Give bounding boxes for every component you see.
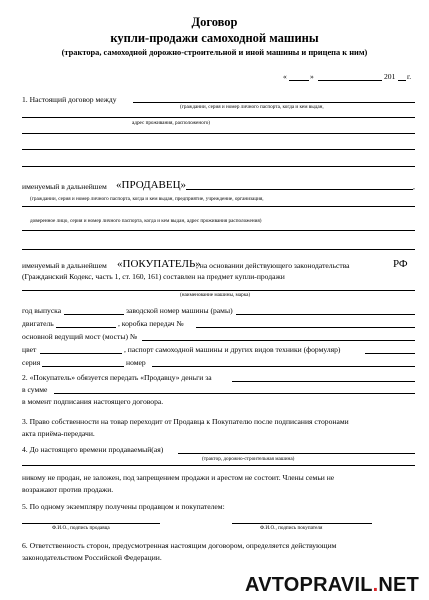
s1-hint2: адрес проживания, расположеного): [132, 120, 211, 126]
seller-label: «ПРОДАВЕЦ»: [116, 179, 187, 191]
seller-line: [186, 189, 413, 190]
field-factory-label: заводской номер машины (рамы): [126, 306, 233, 315]
sig-seller-line: [22, 523, 160, 524]
sig-seller-label: Ф.И.О., подпись продавца: [52, 525, 110, 531]
field-passport-line: [365, 353, 415, 354]
s4-text: 4. До настоящего времени продаваемый(ая): [22, 445, 164, 454]
field-gearbox-line: [196, 327, 415, 328]
s1-machine-line: [22, 290, 415, 291]
s6-line1: 6. Ответственность сторон, предусмотренная настоящим договором, определяется действующим: [22, 541, 337, 550]
sig-buyer-label: Ф.И.О., подпись покупателя: [260, 525, 323, 531]
field-color-line: [40, 353, 122, 354]
field-engine-line: [56, 327, 116, 328]
s1-hint1: (граждании, серия и номер личного паспорта, когда и кем выдан,: [180, 104, 324, 110]
watermark-logo: [245, 574, 419, 597]
s1-line2: [22, 117, 415, 118]
field-axle-label: основной ведущий мост (мосты) №: [22, 332, 138, 341]
s1-codex: (Гражданский Кодекс, часть 1, ст. 160, 161) составлен на предмет купли-продажи: [22, 272, 285, 281]
watermark-name: AVTOPRAVIL: [245, 574, 373, 596]
date-suffix: г.: [407, 72, 412, 81]
s1-basis: , на основании действующего законодательства: [196, 261, 350, 270]
field-number-line: [152, 366, 415, 367]
s1-line5: [22, 166, 415, 167]
field-factory-line: [236, 314, 415, 315]
field-number-label: номер: [126, 358, 146, 367]
s4-hint: (трактор, дорожно-строительная машина): [202, 456, 295, 462]
seller-comma: ,: [413, 182, 415, 191]
s1-line7: [22, 230, 415, 231]
s4-line2: [22, 465, 415, 466]
date-year: 201: [384, 72, 396, 81]
date-month-line: [318, 80, 382, 81]
s1-hint5: (наименование машины, марка): [180, 292, 251, 298]
s1-named2: именуемый в дальнейшем: [22, 261, 107, 270]
s1-rf: РФ: [393, 258, 408, 270]
date-year-line: [398, 80, 406, 81]
s4-machine-line: [178, 453, 415, 454]
s1-text: 1. Настоящий договор между: [22, 95, 117, 104]
field-engine-label: двигатель: [22, 319, 54, 328]
sig-buyer-line: [232, 523, 372, 524]
s1-line8: [22, 249, 415, 250]
doc-subtitle-note: (трактора, самоходной дорожно-строительной и иной машины и прицепа к ним): [61, 48, 368, 57]
s1-line4: [22, 149, 415, 150]
field-year-label: год выпуска: [22, 306, 62, 315]
s2-goods-line: [232, 381, 415, 382]
s2-moment: в момент подписания настоящего договора.: [22, 397, 164, 406]
s1-hint3: (граждании, серия и номер личного паспорта, когда и кем выдан, предприятие, учреждение, организация,: [30, 196, 264, 202]
s2-sum-label: в сумме: [22, 385, 48, 394]
field-passport-label: , паспорт самоходной машины и других видов техники (формуляр): [124, 345, 341, 354]
s1-party-line: [133, 102, 415, 103]
date-quote-open: «: [283, 72, 287, 81]
field-series-line: [42, 366, 124, 367]
s1-line6: [22, 206, 415, 207]
date-quote-close: »: [310, 72, 314, 81]
s5-text: 5. По одному экземпляру получены продавцом и покупателем:: [22, 502, 225, 511]
watermark-tld: NET: [378, 574, 419, 596]
buyer-label: «ПОКУПАТЕЛЬ»: [117, 258, 201, 270]
s4-line1: никому не продан, не заложен, под запрещением продажи и арестом не состоит. Члены семьи не: [22, 473, 335, 482]
field-series-label: серия: [22, 358, 41, 367]
field-year-line: [64, 314, 124, 315]
s3-line2: акта приёма-передачи.: [22, 429, 95, 438]
field-gearbox-label: , коробка передач №: [118, 319, 184, 328]
s2-text: 2. «Покупатель» обязуется передать «Продавцу» деньги за: [22, 373, 212, 382]
s2-sum-line: [54, 393, 415, 394]
field-color-label: цвет: [22, 345, 37, 354]
s6-line2: законодательством Российской Федерации.: [22, 553, 162, 562]
field-axle-line: [142, 340, 415, 341]
watermark-dot: .: [372, 574, 379, 596]
s3-line1: 3. Право собственности на товар переходит от Продавца к Покупателю после подписания сторонами: [22, 417, 349, 426]
doc-subtitle: купли-продажи самоходной машины: [110, 31, 319, 45]
date-day-line: [289, 80, 309, 81]
s1-hint4: доверенное лицо, серия и номер личного паспорта, когда и кем выдан, адрес проживания расположения): [30, 218, 262, 224]
s1-named: именуемый в дальнейшем: [22, 182, 107, 191]
doc-title: Договор: [191, 15, 238, 29]
s1-line3: [22, 133, 415, 134]
s4-line3: возражают против продажи.: [22, 485, 114, 494]
